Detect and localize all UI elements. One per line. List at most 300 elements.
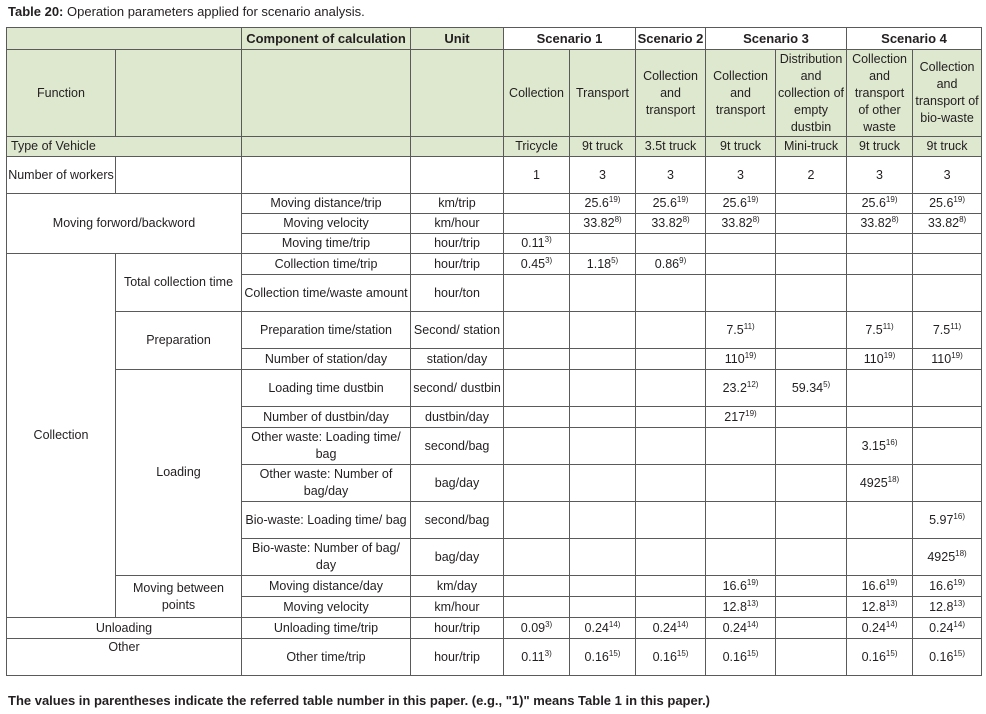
header-unit: Unit (411, 28, 504, 50)
unit-cell: km/trip (411, 194, 504, 214)
value-cell (570, 576, 636, 597)
vehicle-cell: 9t truck (913, 137, 982, 157)
value-text: 25.6 (722, 196, 747, 210)
value-cell (706, 234, 776, 254)
reference-superscript: 11) (882, 321, 894, 331)
value-cell (913, 254, 982, 275)
reference-superscript: 19) (953, 577, 965, 587)
unit-cell: second/bag (411, 502, 504, 539)
component-cell: Collection time/trip (242, 254, 411, 275)
value-cell (913, 618, 982, 639)
value-cell (913, 597, 982, 618)
value-cell (636, 465, 706, 502)
unit-cell: dustbin/day (411, 407, 504, 428)
value-cell (636, 428, 706, 465)
value-cell (913, 214, 982, 234)
value-cell (504, 597, 570, 618)
value-cell (636, 502, 706, 539)
reference-superscript: 19) (951, 350, 963, 360)
value-cell (504, 275, 570, 312)
group-other: Other (7, 639, 242, 676)
value-cell (706, 312, 776, 349)
value-cell (913, 312, 982, 349)
unit-cell: hour/trip (411, 618, 504, 639)
value-cell (636, 234, 706, 254)
value-text: 16.6 (722, 578, 747, 593)
reference-superscript: 5) (611, 255, 619, 265)
value-text: 16.6 (929, 578, 954, 593)
workers-blank-2 (242, 157, 411, 194)
value-cell (706, 349, 776, 370)
value-cell (847, 370, 913, 407)
value-cell (636, 254, 706, 275)
function-blank-2 (242, 50, 411, 137)
function-label: Function (7, 50, 116, 137)
value-cell (504, 312, 570, 349)
table-row (7, 639, 982, 676)
value-text: 217 (724, 409, 746, 424)
workers-cell: 3 (636, 157, 706, 194)
component-cell: Collection time/waste amount (242, 275, 411, 312)
function-s3-distribution: Distribution and collection of empty dustbin (776, 50, 847, 137)
value-cell (913, 639, 982, 676)
value-cell (570, 312, 636, 349)
function-s4-bio-waste: Collection and transport of bio-waste (913, 50, 982, 137)
reference-superscript: 15) (676, 648, 689, 658)
value-text: 33.82 (860, 216, 892, 230)
reference-superscript: 14) (953, 619, 965, 629)
value-cell (776, 370, 847, 407)
value-cell (706, 576, 776, 597)
reference-superscript: 3) (545, 619, 553, 629)
unit-cell: hour/ton (411, 275, 504, 312)
value-cell (913, 428, 982, 465)
value-cell (913, 539, 982, 576)
value-text: 0.45 (520, 256, 546, 271)
value-cell (636, 639, 706, 676)
value-cell (504, 576, 570, 597)
component-cell: Loading time dustbin (242, 370, 411, 407)
reference-superscript: 16) (953, 511, 965, 521)
unit-cell: station/day (411, 349, 504, 370)
value-text: 12.8 (861, 599, 886, 614)
value-cell (706, 214, 776, 234)
reference-superscript: 19) (745, 408, 757, 418)
value-text: 0.24 (652, 620, 677, 635)
header-scenario-1: Scenario 1 (504, 28, 636, 50)
value-cell (776, 234, 847, 254)
table-row (7, 370, 982, 407)
unit-cell: second/bag (411, 428, 504, 465)
reference-superscript: 15) (608, 648, 621, 658)
value-cell (847, 539, 913, 576)
value-cell (706, 275, 776, 312)
value-text: 0.24 (929, 620, 954, 635)
reference-superscript: 14) (608, 619, 621, 629)
unit-cell: bag/day (411, 465, 504, 502)
operation-parameters-table (6, 27, 982, 676)
workers-blank-3 (411, 157, 504, 194)
reference-superscript: 18) (955, 548, 967, 558)
unit-cell: km/hour (411, 214, 504, 234)
value-text: 25.6 (929, 196, 954, 210)
value-cell (570, 214, 636, 234)
unit-cell: second/ dustbin (411, 370, 504, 407)
reference-superscript: 8) (959, 215, 967, 224)
value-text: 25.6 (652, 196, 677, 210)
value-cell (570, 502, 636, 539)
value-cell (636, 194, 706, 214)
value-text: 0.24 (722, 620, 747, 635)
value-text: 0.16 (722, 649, 747, 664)
unit-cell: hour/trip (411, 639, 504, 676)
value-cell (504, 407, 570, 428)
reference-superscript: 19) (676, 195, 689, 204)
table-caption (8, 4, 365, 20)
value-cell (913, 465, 982, 502)
value-text: 4925 (859, 475, 888, 490)
value-cell (504, 502, 570, 539)
workers-cell: 3 (706, 157, 776, 194)
group-collection: Collection (7, 254, 116, 618)
function-s4-other-waste: Collection and transport of other waste (847, 50, 913, 137)
vehicle-cell: 9t truck (847, 137, 913, 157)
reference-superscript: 18) (887, 474, 900, 484)
value-text: 25.6 (584, 196, 609, 210)
value-cell (706, 254, 776, 275)
value-cell (706, 194, 776, 214)
component-cell: Moving time/trip (242, 234, 411, 254)
function-s3-collection: Collection and transport (706, 50, 776, 137)
reference-superscript: 19) (953, 195, 965, 204)
value-cell (847, 618, 913, 639)
value-cell (847, 407, 913, 428)
vehicle-label: Type of Vehicle (7, 137, 242, 157)
vehicle-cell: 9t truck (706, 137, 776, 157)
component-cell: Bio-waste: Number of bag/ day (242, 539, 411, 576)
value-text: 7.5 (932, 322, 951, 337)
value-cell (706, 597, 776, 618)
group-total-collection-time: Total collection time (116, 254, 242, 312)
reference-superscript: 14) (676, 619, 689, 629)
reference-superscript: 9) (679, 255, 687, 265)
value-cell (570, 639, 636, 676)
component-cell: Moving distance/trip (242, 194, 411, 214)
value-cell (776, 214, 847, 234)
workers-blank-1 (116, 157, 242, 194)
value-cell (776, 312, 847, 349)
value-cell (504, 349, 570, 370)
value-cell (570, 597, 636, 618)
unit-cell: bag/day (411, 539, 504, 576)
value-cell (570, 234, 636, 254)
value-cell (847, 312, 913, 349)
workers-cell: 3 (913, 157, 982, 194)
group-preparation: Preparation (116, 312, 242, 370)
group-moving: Moving forword/backword (7, 194, 242, 254)
workers-cell: 3 (847, 157, 913, 194)
vehicle-blank-1 (242, 137, 411, 157)
value-cell (504, 214, 570, 234)
value-cell (570, 370, 636, 407)
value-cell (570, 254, 636, 275)
component-cell: Bio-waste: Loading time/ bag (242, 502, 411, 539)
component-cell: Unloading time/trip (242, 618, 411, 639)
reference-superscript: 5) (823, 379, 831, 389)
table-caption-label: Table 20: (8, 4, 64, 19)
reference-superscript: 3) (545, 255, 553, 265)
function-s1-collection: Collection (504, 50, 570, 137)
function-s2: Collection and transport (636, 50, 706, 137)
value-cell (776, 275, 847, 312)
value-cell (847, 502, 913, 539)
value-cell (504, 428, 570, 465)
value-cell (636, 597, 706, 618)
value-cell (504, 639, 570, 676)
value-text: 23.2 (722, 380, 747, 395)
value-text: 33.82 (721, 216, 753, 230)
value-text: 0.09 (520, 620, 546, 635)
value-cell (706, 465, 776, 502)
header-scenario-3: Scenario 3 (706, 28, 847, 50)
value-text: 0.11 (521, 649, 545, 664)
value-cell (847, 639, 913, 676)
value-cell (847, 349, 913, 370)
value-cell (570, 275, 636, 312)
reference-superscript: 19) (608, 195, 621, 204)
value-cell (776, 194, 847, 214)
vehicle-cell: 3.5t truck (636, 137, 706, 157)
value-text: 7.5 (865, 322, 883, 337)
header-component: Component of calculation (242, 28, 411, 50)
reference-superscript: 14) (885, 619, 898, 629)
value-cell (636, 312, 706, 349)
value-cell (570, 465, 636, 502)
value-text: 33.82 (927, 216, 960, 230)
value-cell (776, 465, 847, 502)
value-text: 5.97 (929, 512, 954, 527)
value-cell (847, 275, 913, 312)
component-cell: Moving velocity (242, 597, 411, 618)
value-cell (913, 349, 982, 370)
header-scenario-2: Scenario 2 (636, 28, 706, 50)
value-text: 0.16 (929, 649, 954, 664)
value-text: 0.16 (861, 649, 886, 664)
value-cell (636, 349, 706, 370)
value-cell (636, 407, 706, 428)
value-text: 12.8 (722, 599, 747, 614)
reference-superscript: 3) (544, 648, 552, 658)
value-cell (706, 618, 776, 639)
value-text: 1.18 (586, 256, 612, 271)
value-cell (913, 407, 982, 428)
reference-superscript: 19) (885, 195, 898, 204)
value-cell (776, 428, 847, 465)
value-text: 16.6 (861, 578, 886, 593)
value-text: 0.16 (584, 649, 609, 664)
reference-superscript: 19) (885, 577, 898, 587)
table-row (7, 194, 982, 214)
value-cell (504, 194, 570, 214)
table-row (7, 618, 982, 639)
value-cell (847, 234, 913, 254)
table-caption-text: Operation parameters applied for scenario analysis. (63, 4, 365, 19)
value-cell (847, 194, 913, 214)
value-cell (706, 407, 776, 428)
reference-superscript: 15) (746, 648, 759, 658)
workers-row (7, 157, 982, 194)
value-cell (570, 539, 636, 576)
value-cell (913, 194, 982, 214)
component-cell: Preparation time/station (242, 312, 411, 349)
value-cell (706, 539, 776, 576)
value-cell (913, 576, 982, 597)
reference-superscript: 16) (885, 437, 898, 447)
reference-superscript: 19) (744, 350, 757, 360)
unit-cell: km/day (411, 576, 504, 597)
value-text: 59.34 (791, 380, 824, 395)
value-text: 110 (931, 351, 952, 366)
value-text: 4925 (927, 549, 956, 564)
reference-superscript: 13) (746, 598, 759, 608)
vehicle-cell: Tricycle (504, 137, 570, 157)
value-cell (776, 618, 847, 639)
table-row (7, 576, 982, 597)
value-text: 3.15 (861, 438, 886, 453)
value-cell (847, 428, 913, 465)
value-cell (776, 576, 847, 597)
value-cell (706, 502, 776, 539)
value-cell (570, 194, 636, 214)
reference-superscript: 8) (682, 215, 690, 224)
value-cell (913, 234, 982, 254)
table-footnote: The values in parentheses indicate the referred table number in this paper. (e.g., "1)" means Table 1 in this paper.) (8, 693, 711, 708)
value-text: 0.16 (652, 649, 677, 664)
function-s1-transport: Transport (570, 50, 636, 137)
value-cell (504, 539, 570, 576)
value-text: 33.82 (583, 216, 615, 230)
reference-superscript: 11) (950, 321, 962, 331)
reference-superscript: 19) (746, 195, 759, 204)
value-text: 25.6 (861, 196, 886, 210)
table-row (7, 254, 982, 275)
component-cell: Other waste: Loading time/ bag (242, 428, 411, 465)
reference-superscript: 11) (743, 321, 755, 331)
value-cell (776, 597, 847, 618)
group-moving-between-points: Moving between points (116, 576, 242, 618)
value-cell (706, 639, 776, 676)
component-cell: Moving velocity (242, 214, 411, 234)
value-cell (913, 275, 982, 312)
value-cell (504, 465, 570, 502)
reference-superscript: 15) (953, 648, 965, 658)
vehicle-cell: Mini-truck (776, 137, 847, 157)
value-cell (636, 539, 706, 576)
reference-superscript: 14) (746, 619, 759, 629)
reference-superscript: 19) (883, 350, 896, 360)
function-blank-3 (411, 50, 504, 137)
vehicle-cell: 9t truck (570, 137, 636, 157)
workers-cell: 3 (570, 157, 636, 194)
value-cell (847, 254, 913, 275)
unit-cell: km/hour (411, 597, 504, 618)
component-cell: Other waste: Number of bag/day (242, 465, 411, 502)
vehicle-blank-2 (411, 137, 504, 157)
value-cell (776, 349, 847, 370)
value-cell (570, 407, 636, 428)
value-cell (570, 428, 636, 465)
value-text: 0.11 (521, 236, 545, 250)
value-text: 0.86 (654, 256, 680, 271)
value-cell (504, 254, 570, 275)
reference-superscript: 3) (544, 235, 552, 244)
value-cell (847, 597, 913, 618)
value-cell (636, 370, 706, 407)
vehicle-row (7, 137, 982, 157)
header-row (7, 28, 982, 50)
value-cell (706, 370, 776, 407)
value-text: 0.24 (861, 620, 886, 635)
function-blank-1 (116, 50, 242, 137)
value-cell (847, 576, 913, 597)
function-row (7, 50, 982, 137)
unit-cell: hour/trip (411, 254, 504, 275)
reference-superscript: 19) (746, 577, 759, 587)
group-loading: Loading (116, 370, 242, 576)
reference-superscript: 15) (885, 648, 898, 658)
workers-label: Number of workers (7, 157, 116, 194)
reference-superscript: 13) (953, 598, 965, 608)
value-cell (636, 618, 706, 639)
value-cell (504, 618, 570, 639)
value-cell (913, 370, 982, 407)
reference-superscript: 8) (891, 215, 899, 224)
workers-cell: 1 (504, 157, 570, 194)
component-cell: Number of station/day (242, 349, 411, 370)
value-cell (706, 428, 776, 465)
value-cell (847, 465, 913, 502)
value-text: 12.8 (929, 599, 954, 614)
table-row (7, 312, 982, 349)
value-cell (776, 254, 847, 275)
workers-cell: 2 (776, 157, 847, 194)
value-cell (776, 539, 847, 576)
value-cell (504, 234, 570, 254)
reference-superscript: 12) (746, 379, 759, 389)
component-cell: Moving distance/day (242, 576, 411, 597)
value-cell (570, 618, 636, 639)
value-cell (636, 275, 706, 312)
reference-superscript: 13) (885, 598, 898, 608)
unit-cell: Second/ station (411, 312, 504, 349)
header-scenario-4: Scenario 4 (847, 28, 982, 50)
value-cell (636, 214, 706, 234)
value-text: 0.24 (584, 620, 609, 635)
component-cell: Other time/trip (242, 639, 411, 676)
component-cell: Number of dustbin/day (242, 407, 411, 428)
reference-superscript: 8) (614, 215, 622, 224)
value-text: 110 (863, 351, 884, 366)
header-blank (7, 28, 242, 50)
value-cell (504, 370, 570, 407)
value-cell (913, 502, 982, 539)
value-text: 110 (724, 351, 745, 366)
value-text: 7.5 (726, 322, 744, 337)
value-cell (776, 502, 847, 539)
value-cell (636, 576, 706, 597)
reference-superscript: 8) (752, 215, 760, 224)
value-cell (847, 214, 913, 234)
